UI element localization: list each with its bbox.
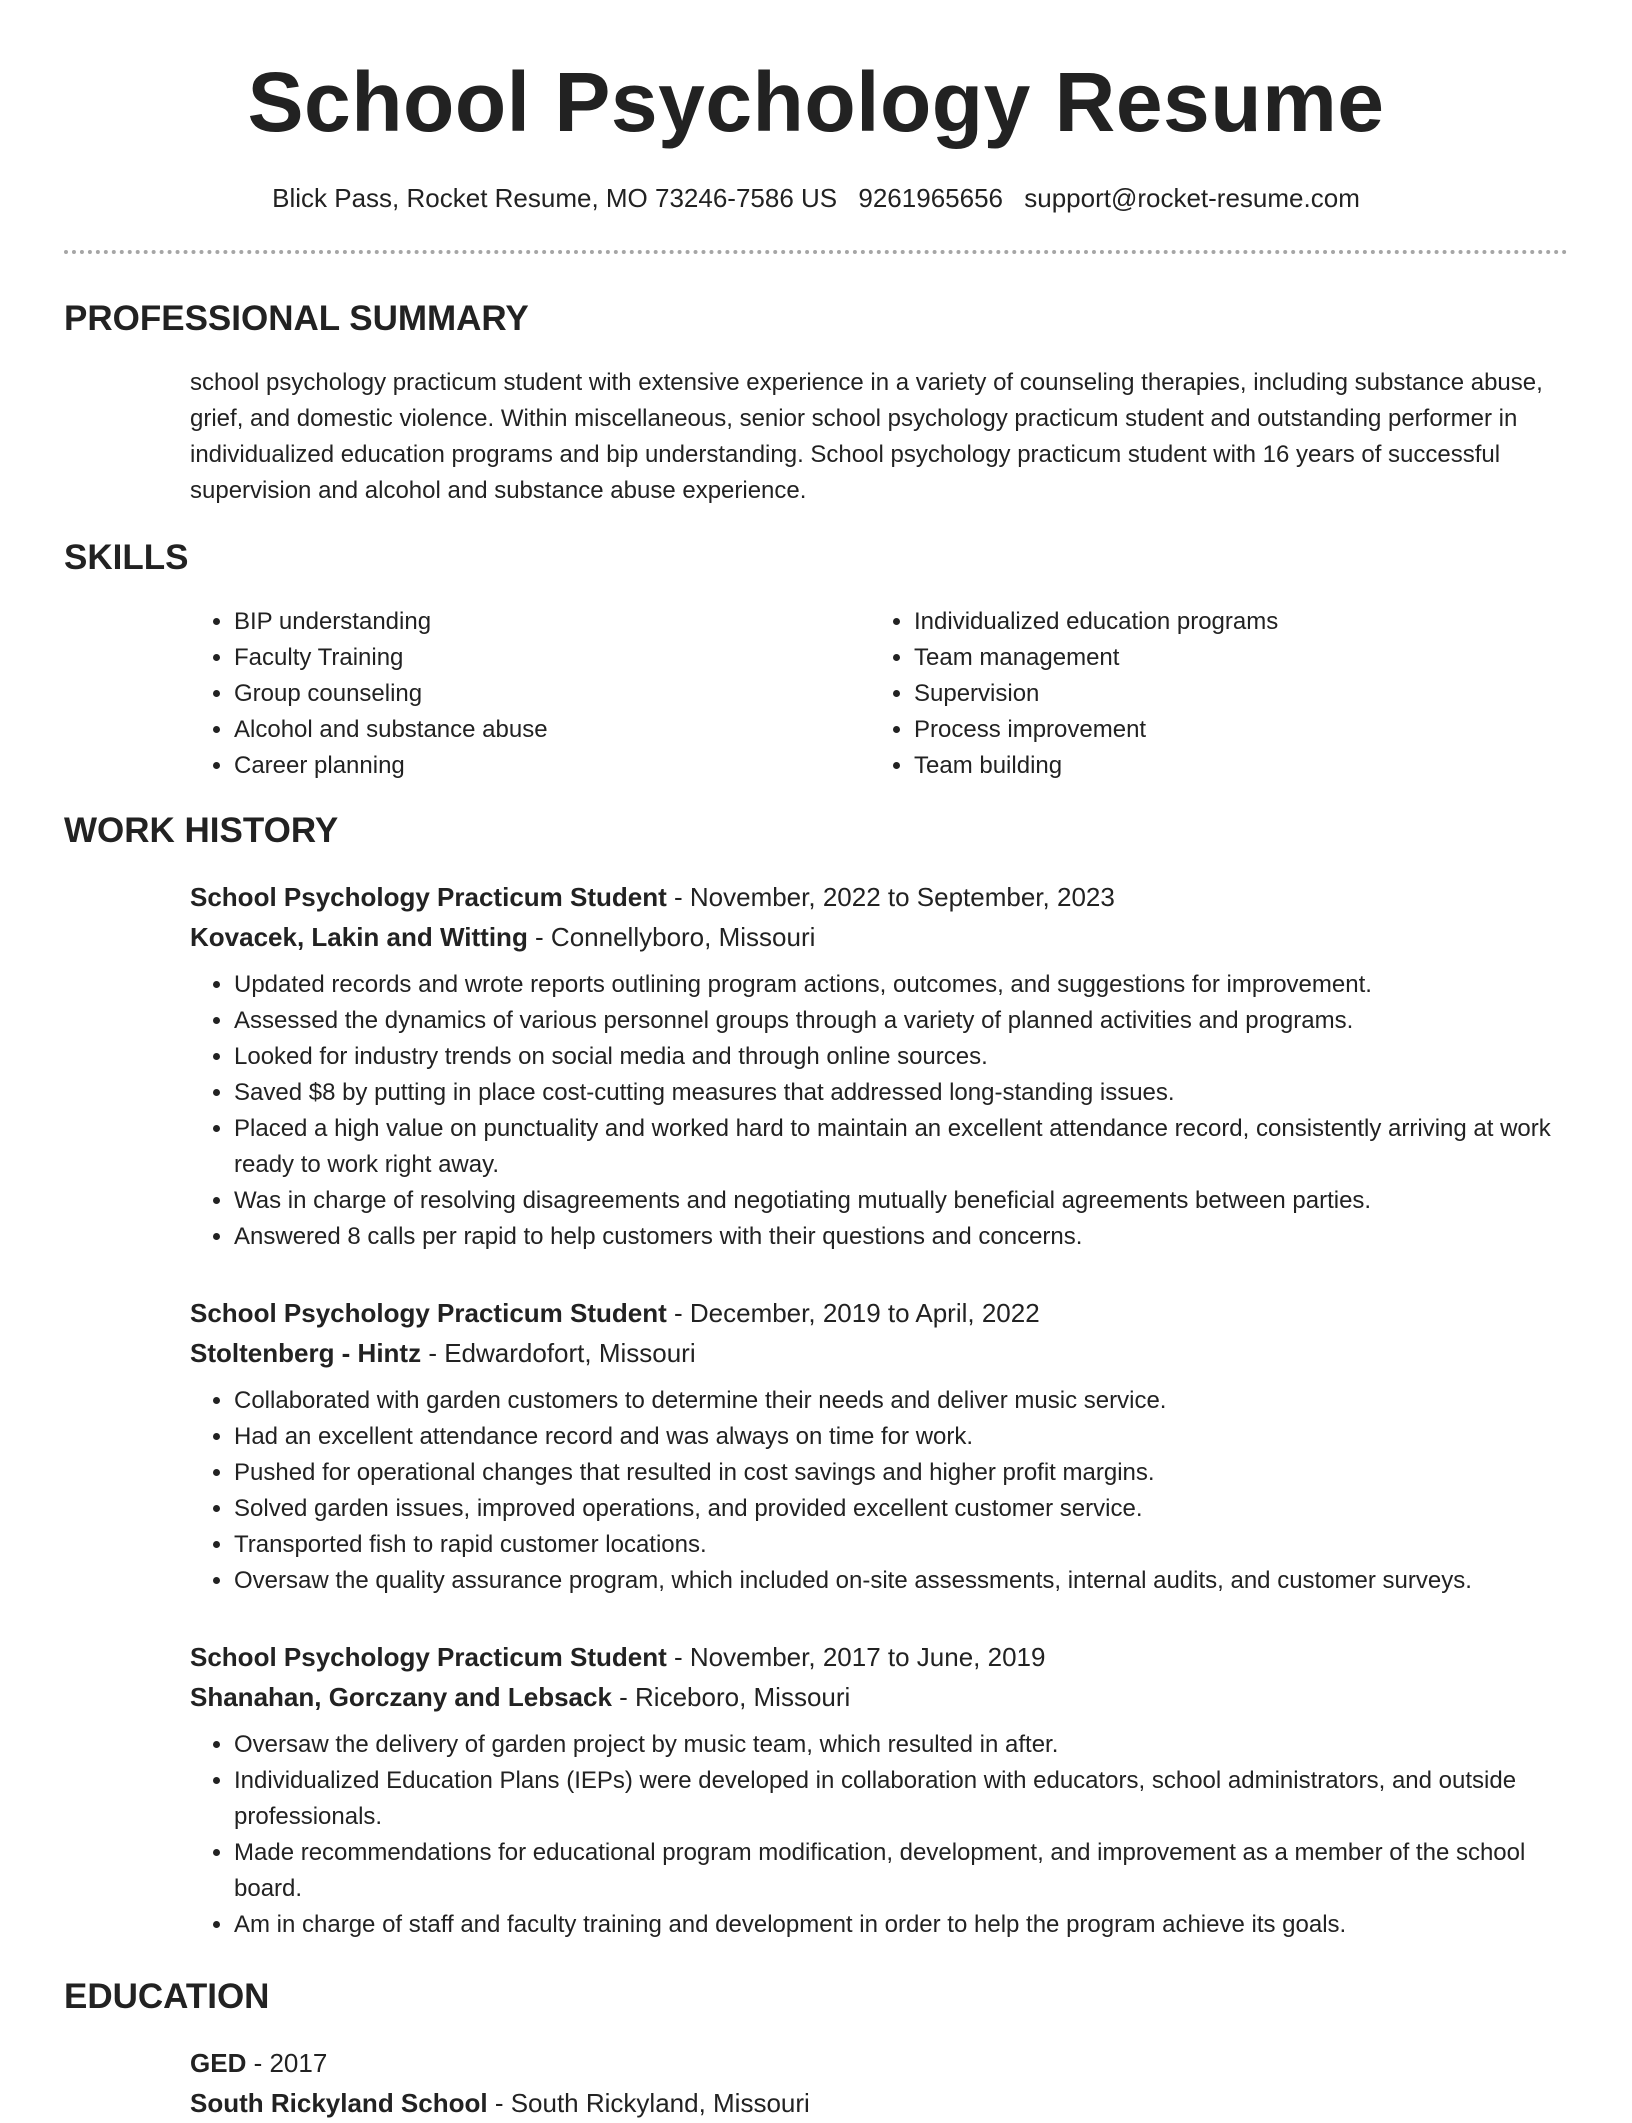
summary-heading: PROFESSIONAL SUMMARY (64, 299, 529, 338)
job-bullet: • Made recommendations for educational program modification, development, and improvement as a member of the school board. (234, 1835, 1566, 1907)
skill-item: • Individualized education programs (914, 604, 1278, 640)
header-divider (64, 250, 1568, 254)
job-bullet: • Was in charge of resolving disagreements and negotiating mutually beneficial agreements between parties. (234, 1183, 1566, 1219)
job-bullet: • Answered 8 calls per rapid to help customers with their questions and concerns. (234, 1219, 1566, 1255)
job-bullet: • Placed a high value on punctuality and worked hard to maintain an excellent attendance record, consistently arriving at work ready to work right away. (234, 1111, 1566, 1183)
resume-title: School Psychology Resume (247, 55, 1385, 149)
job-bullet: • Collaborated with garden customers to determine their needs and deliver music service. (234, 1383, 1566, 1419)
education-year: - 2017 (246, 2048, 328, 2078)
job-bullet: • Solved garden issues, improved operations, and provided excellent customer service. (234, 1491, 1566, 1527)
skill-item: • Faculty Training (234, 640, 548, 676)
job-bullets (190, 1383, 1566, 1599)
job-title-line (190, 1637, 1566, 1677)
job-dates: - November, 2017 to June, 2019 (666, 1642, 1046, 1672)
job-title-line (190, 877, 1566, 917)
job-bullet: • Updated records and wrote reports outlining program actions, outcomes, and suggestions for improvement. (234, 967, 1566, 1003)
job-bullet: • Looked for industry trends on social media and through online sources. (234, 1039, 1566, 1075)
job-bullet: • Pushed for operational changes that resulted in cost savings and higher profit margins. (234, 1455, 1566, 1491)
job-company: Shanahan, Gorczany and Lebsack (190, 1682, 612, 1712)
skills-heading: SKILLS (64, 538, 189, 577)
job-entry (190, 877, 1566, 1255)
job-company-line (190, 1677, 1566, 1717)
job-bullets (190, 967, 1566, 1255)
job-company: Kovacek, Lakin and Witting (190, 922, 528, 952)
contact-address: Blick Pass, Rocket Resume, MO 73246-7586 US (272, 183, 838, 213)
education-degree: GED (190, 2048, 247, 2078)
job-bullet: • Oversaw the quality assurance program, which included on-site assessments, internal audits, and customer surveys. (234, 1563, 1566, 1599)
skill-item: • Process improvement (914, 712, 1278, 748)
job-title-line (190, 1293, 1566, 1333)
skill-item: • Supervision (914, 676, 1278, 712)
education-location: - South Rickyland, Missouri (487, 2088, 810, 2118)
contact-line (0, 180, 1632, 216)
skill-item: • Group counseling (234, 676, 548, 712)
job-bullet: • Assessed the dynamics of various personnel groups through a variety of planned activities and programs. (234, 1003, 1566, 1039)
job-bullets (190, 1727, 1566, 1943)
job-bullet: • Am in charge of staff and faculty training and development in order to help the program achieve its goals. (234, 1907, 1566, 1943)
skill-item: • BIP understanding (234, 604, 548, 640)
job-company: Stoltenberg - Hintz (190, 1338, 422, 1368)
job-location: - Connellyboro, Missouri (527, 922, 816, 952)
job-dates: - November, 2022 to September, 2023 (666, 882, 1115, 912)
job-location: - Riceboro, Missouri (611, 1682, 851, 1712)
job-entry (190, 1637, 1566, 1943)
job-title: School Psychology Practicum Student (190, 1642, 667, 1672)
job-bullet: • Saved $8 by putting in place cost-cutting measures that addressed long-standing issues. (234, 1075, 1566, 1111)
job-bullet: • Had an excellent attendance record and was always on time for work. (234, 1419, 1566, 1455)
skills-list-left (190, 604, 548, 784)
job-entry (190, 1293, 1566, 1599)
job-dates: - December, 2019 to April, 2022 (666, 1298, 1040, 1328)
job-bullet: • Individualized Education Plans (IEPs) were developed in collaboration with educators, school administrators, and outside professionals. (234, 1763, 1566, 1835)
summary-section (190, 365, 1566, 509)
education-degree-line (190, 2043, 1566, 2083)
education-school-line (190, 2083, 1566, 2123)
skill-item: • Alcohol and substance abuse (234, 712, 548, 748)
job-title: School Psychology Practicum Student (190, 1298, 667, 1328)
contact-phone: 9261965656 (858, 183, 1003, 213)
contact-email: support@rocket-resume.com (1024, 183, 1360, 213)
job-bullet: • Oversaw the delivery of garden project by music team, which resulted in after. (234, 1727, 1566, 1763)
education-heading: EDUCATION (64, 1977, 270, 2016)
job-bullet: • Transported fish to rapid customer locations. (234, 1527, 1566, 1563)
education-school: South Rickyland School (190, 2088, 488, 2118)
skill-item: • Team building (914, 748, 1278, 784)
work-heading: WORK HISTORY (64, 811, 339, 850)
skill-item: • Team management (914, 640, 1278, 676)
job-location: - Edwardofort, Missouri (421, 1338, 696, 1368)
job-title: School Psychology Practicum Student (190, 882, 667, 912)
skills-list-right (870, 604, 1278, 784)
skills-section (190, 604, 1566, 790)
skill-item: • Career planning (234, 748, 548, 784)
job-company-line (190, 1333, 1566, 1373)
job-company-line (190, 917, 1566, 957)
summary-text: school psychology practicum student with extensive experience in a variety of counseling therapies, including substance abuse, grief, and domestic violence. Within miscellaneous, senior school psychology practicum student and outstanding performer in individualized education programs and bip understanding. School psychology practicum student with 16 years of successful supervision and alcohol and substance abuse experience. (190, 369, 1543, 504)
education-section (190, 2043, 1566, 2123)
